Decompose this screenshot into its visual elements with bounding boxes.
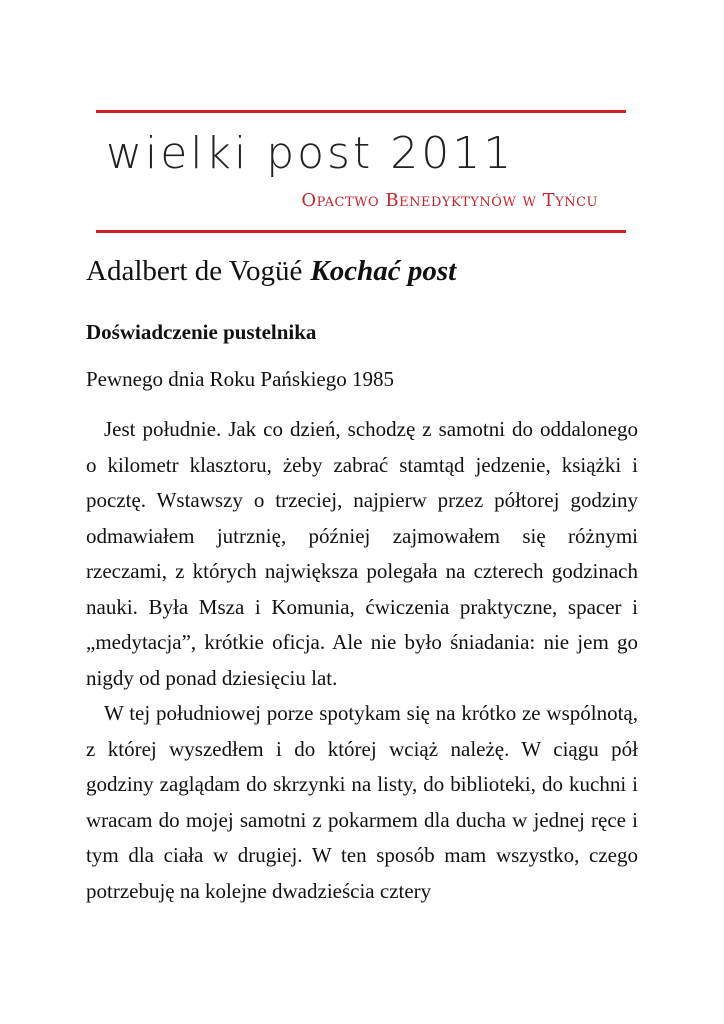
paragraph: Jest południe. Jak co dzień, schodzę z samotni do oddalonego o kilometr klasztoru, żeby zabrać stamtąd jedzenie, książki i pocztę. Wstawszy o trzeciej, najpierw przez półtorej godziny odmawiałem jutrznię, później zajmowałem się różnymi rzeczami, z których największa polegała na czterech godzinach nauki. Była Msza i Komunia, ćwiczenia praktyczne, spacer i „medytacja”, krótkie oficja. Ale nie było śniadania: nie jem go nigdy od ponad dziesięciu lat. <box>86 417 638 690</box>
paragraph: W tej południowej porze spotykam się na krótko ze wspólnotą, z której wyszedłem i do której wciąż należę. W ciągu pół godziny zaglądam do skrzynki na listy, do biblioteki, do kuchni i wracam do mojej samotni z pokarmem dla ducha w jednej ręce i tym dla ciała w drugiej. W ten sposób mam wszystko, czego potrzebuję na kolejne dwadzieścia cztery <box>86 701 638 903</box>
banner-bottom-rule <box>96 230 626 233</box>
dateline: Pewnego dnia Roku Pańskiego 1985 <box>86 367 394 391</box>
banner-title: wielki post 2011 <box>106 128 515 179</box>
banner-top-rule <box>96 110 626 113</box>
work-title <box>86 255 646 288</box>
body-text <box>86 412 638 909</box>
header-banner <box>96 110 626 234</box>
section-heading: Doświadczenie pustelnika <box>86 320 317 344</box>
banner-subtitle: Opactwo Benedyktynów w Tyńcu <box>301 190 598 211</box>
book-title: Kochać post <box>310 255 457 287</box>
author-name: Adalbert de Vogüé <box>86 255 303 287</box>
